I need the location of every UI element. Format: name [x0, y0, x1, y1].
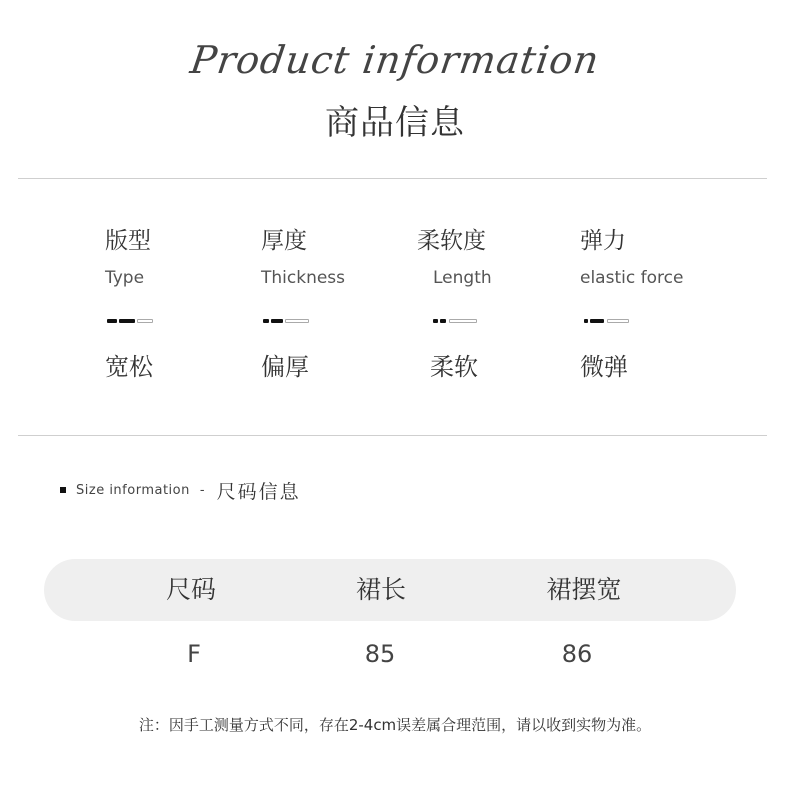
- divider-top: [18, 178, 767, 179]
- attribute-value: 微弹: [580, 353, 628, 381]
- attribute-type: [105, 226, 285, 383]
- title-cn: 商品信息: [325, 103, 465, 143]
- meter-fill: [433, 319, 438, 323]
- attribute-label-en: elastic force: [580, 268, 684, 288]
- meter-fill: [119, 319, 135, 323]
- size-table-header-cell: 裙长: [355, 575, 406, 604]
- title-en: Product information: [187, 38, 603, 82]
- meter-fill: [590, 319, 604, 323]
- size-table-header-cell: 裙摆宽: [546, 575, 622, 604]
- meter-fill: [271, 319, 283, 323]
- attribute-label-cn: 弹力: [580, 228, 626, 254]
- size-information-heading: [60, 478, 301, 502]
- meter-empty: [285, 319, 309, 323]
- size-table-header: [44, 559, 736, 621]
- attribute-value: 宽松: [105, 353, 153, 381]
- attribute-meter: [105, 316, 151, 324]
- attribute-label-cn: 版型: [105, 228, 151, 254]
- size-heading-cn: 尺码信息: [216, 480, 301, 503]
- attribute-label-cn: 柔软度: [417, 228, 486, 254]
- size-heading-en: Size information: [76, 482, 190, 498]
- attribute-label-en: Thickness: [261, 268, 346, 288]
- attribute-value: 偏厚: [261, 353, 309, 381]
- attribute-meter: [261, 316, 307, 324]
- attribute-thickness: [261, 226, 441, 383]
- meter-fill: [584, 319, 588, 323]
- divider-middle: [18, 435, 767, 436]
- square-bullet-icon: [60, 487, 66, 493]
- meter-empty: [137, 319, 153, 323]
- attribute-label-cn: 厚度: [261, 228, 307, 254]
- attribute-label-en: Length: [433, 268, 492, 288]
- attribute-value: 柔软: [430, 353, 478, 381]
- attribute-softness: [417, 226, 597, 383]
- size-heading-separator: -: [199, 482, 205, 498]
- size-table-header-cell: 尺码: [165, 575, 216, 604]
- size-table-cell: F: [187, 640, 201, 668]
- size-table-cell: 86: [561, 640, 593, 668]
- attribute-elasticity: [580, 226, 760, 383]
- meter-fill: [440, 319, 446, 323]
- measurement-note: 注：因手工测量方式不同，存在2-4cm误差属合理范围，请以收到实物为准。: [138, 716, 652, 734]
- attribute-meter: [433, 316, 479, 324]
- attribute-label-en: Type: [105, 268, 145, 288]
- size-table-cell: 85: [364, 640, 396, 668]
- attribute-meter: [580, 316, 626, 324]
- meter-fill: [107, 319, 117, 323]
- meter-empty: [449, 319, 477, 323]
- meter-fill: [263, 319, 269, 323]
- meter-empty: [607, 319, 629, 323]
